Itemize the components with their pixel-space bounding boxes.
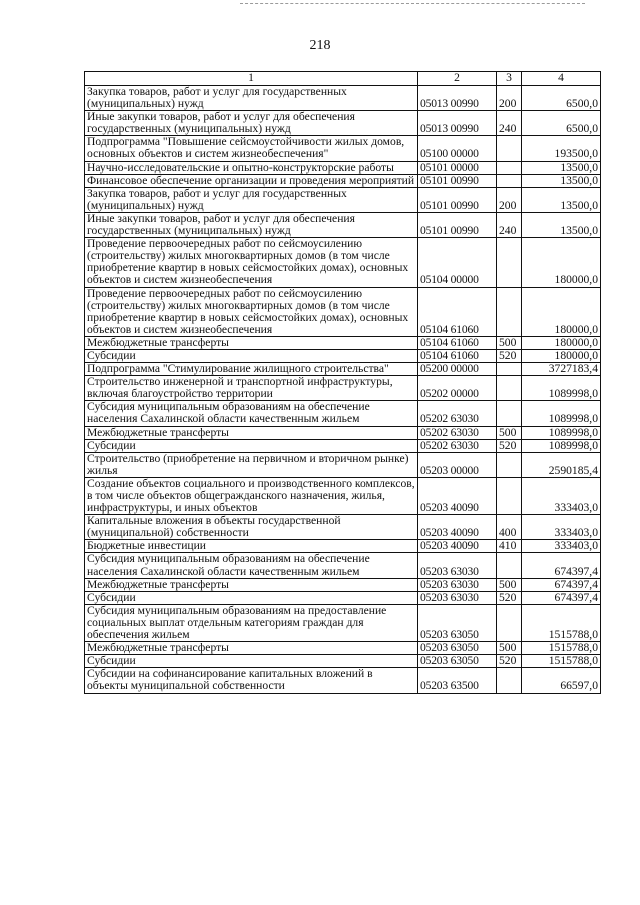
table-row bbox=[85, 349, 601, 362]
row-type bbox=[497, 452, 522, 477]
row-amount: 333403,0 bbox=[522, 540, 601, 553]
table-row bbox=[85, 642, 601, 655]
table-row bbox=[85, 604, 601, 641]
row-code: 05104 61060 bbox=[418, 349, 497, 362]
table-row bbox=[85, 363, 601, 376]
row-code: 05203 63050 bbox=[418, 655, 497, 668]
table-row bbox=[85, 439, 601, 452]
row-name: Капитальные вложения в объекты государственной (муниципальной) собственности bbox=[85, 515, 418, 540]
table-row bbox=[85, 111, 601, 136]
row-name: Научно-исследовательские и опытно-конструкторские работы bbox=[85, 161, 418, 174]
row-type bbox=[497, 287, 522, 336]
row-name: Финансовое обеспечение организации и проведения мероприятий bbox=[85, 174, 418, 187]
row-amount: 180000,0 bbox=[522, 336, 601, 349]
row-name: Подпрограмма "Стимулирование жилищного строительства" bbox=[85, 363, 418, 376]
table-row bbox=[85, 287, 601, 336]
row-code: 05100 00000 bbox=[418, 136, 497, 161]
row-code: 05202 63030 bbox=[418, 426, 497, 439]
row-amount: 66597,0 bbox=[522, 668, 601, 693]
row-amount: 333403,0 bbox=[522, 515, 601, 540]
row-amount: 1089998,0 bbox=[522, 439, 601, 452]
row-type: 520 bbox=[497, 439, 522, 452]
row-code: 05203 63050 bbox=[418, 604, 497, 641]
table-header-row bbox=[85, 72, 601, 86]
row-type bbox=[497, 477, 522, 514]
row-type: 520 bbox=[497, 591, 522, 604]
budget-table bbox=[84, 71, 601, 694]
row-code: 05101 00000 bbox=[418, 161, 497, 174]
row-code: 05104 00000 bbox=[418, 238, 497, 287]
row-code: 05013 00990 bbox=[418, 111, 497, 136]
row-amount: 674397,4 bbox=[522, 553, 601, 578]
row-code: 05203 63030 bbox=[418, 591, 497, 604]
row-name: Субсидия муниципальным образованиям на обеспечение населения Сахалинской области качественным жильем bbox=[85, 553, 418, 578]
row-type bbox=[497, 174, 522, 187]
row-code: 05104 61060 bbox=[418, 287, 497, 336]
row-code: 05104 61060 bbox=[418, 336, 497, 349]
table-body bbox=[85, 86, 601, 694]
table-row bbox=[85, 578, 601, 591]
table-row bbox=[85, 336, 601, 349]
top-scan-rule bbox=[240, 3, 585, 4]
row-name: Субсидии bbox=[85, 439, 418, 452]
row-type: 520 bbox=[497, 655, 522, 668]
row-code: 05203 63050 bbox=[418, 642, 497, 655]
table-row bbox=[85, 376, 601, 401]
row-name: Межбюджетные трансферты bbox=[85, 578, 418, 591]
row-type bbox=[497, 553, 522, 578]
row-amount: 1515788,0 bbox=[522, 604, 601, 641]
row-amount: 674397,4 bbox=[522, 591, 601, 604]
table-row bbox=[85, 401, 601, 426]
table-row bbox=[85, 553, 601, 578]
row-type bbox=[497, 668, 522, 693]
row-amount: 333403,0 bbox=[522, 477, 601, 514]
row-amount: 6500,0 bbox=[522, 111, 601, 136]
row-code: 05203 63500 bbox=[418, 668, 497, 693]
row-name: Строительство (приобретение на первичном и вторичном рынке) жилья bbox=[85, 452, 418, 477]
table-row bbox=[85, 136, 601, 161]
row-name: Проведение первоочередных работ по сейсмоусилению (строительству) жилых многоквартирных домов (в том числе приобретение квартир в новых сейсмостойких домах), основных объектов и систем жизнеобеспечения bbox=[85, 287, 418, 336]
table-row bbox=[85, 591, 601, 604]
row-code: 05202 63030 bbox=[418, 439, 497, 452]
row-type: 200 bbox=[497, 187, 522, 212]
row-amount: 2590185,4 bbox=[522, 452, 601, 477]
row-type: 500 bbox=[497, 426, 522, 439]
row-type: 500 bbox=[497, 578, 522, 591]
table-row bbox=[85, 212, 601, 237]
row-code: 05203 40090 bbox=[418, 515, 497, 540]
row-code: 05203 00000 bbox=[418, 452, 497, 477]
row-type: 240 bbox=[497, 111, 522, 136]
row-amount: 3727183,4 bbox=[522, 363, 601, 376]
row-amount: 13500,0 bbox=[522, 212, 601, 237]
row-name: Межбюджетные трансферты bbox=[85, 336, 418, 349]
row-type: 500 bbox=[497, 336, 522, 349]
row-name: Субсидии bbox=[85, 349, 418, 362]
table-row bbox=[85, 477, 601, 514]
row-name: Межбюджетные трансферты bbox=[85, 426, 418, 439]
row-amount: 180000,0 bbox=[522, 287, 601, 336]
row-amount: 1089998,0 bbox=[522, 401, 601, 426]
row-code: 05101 00990 bbox=[418, 212, 497, 237]
row-type: 410 bbox=[497, 540, 522, 553]
row-name: Субсидии bbox=[85, 591, 418, 604]
row-name: Закупка товаров, работ и услуг для государственных (муниципальных) нужд bbox=[85, 187, 418, 212]
row-name: Проведение первоочередных работ по сейсмоусилению (строительству) жилых многоквартирных домов (в том числе приобретение квартир в новых сейсмостойких домах), основных объектов и систем жизнеобеспечения bbox=[85, 238, 418, 287]
row-type bbox=[497, 136, 522, 161]
header-col-4: 4 bbox=[522, 72, 601, 86]
row-type bbox=[497, 161, 522, 174]
row-code: 05203 40090 bbox=[418, 540, 497, 553]
row-name: Бюджетные инвестиции bbox=[85, 540, 418, 553]
table-row bbox=[85, 174, 601, 187]
row-type bbox=[497, 363, 522, 376]
row-name: Субсидии bbox=[85, 655, 418, 668]
row-type bbox=[497, 238, 522, 287]
row-amount: 13500,0 bbox=[522, 174, 601, 187]
row-code: 05203 40090 bbox=[418, 477, 497, 514]
row-name: Межбюджетные трансферты bbox=[85, 642, 418, 655]
row-code: 05101 00990 bbox=[418, 187, 497, 212]
row-code: 05202 00000 bbox=[418, 376, 497, 401]
table-row bbox=[85, 238, 601, 287]
row-amount: 180000,0 bbox=[522, 349, 601, 362]
table-row bbox=[85, 187, 601, 212]
row-amount: 1089998,0 bbox=[522, 376, 601, 401]
row-name: Субсидия муниципальным образованиям на предоставление социальных выплат отдельным категориям граждан для обеспечения жильем bbox=[85, 604, 418, 641]
row-amount: 180000,0 bbox=[522, 238, 601, 287]
page-number: 218 bbox=[309, 38, 331, 53]
row-name: Создание объектов социального и производственного комплексов, в том числе объектов общегражданского назначения, жилья, инфраструктуры, и иных объектов bbox=[85, 477, 418, 514]
table-row bbox=[85, 515, 601, 540]
table-row bbox=[85, 86, 601, 111]
row-amount: 13500,0 bbox=[522, 161, 601, 174]
row-name: Иные закупки товаров, работ и услуг для обеспечения государственных (муниципальных) нужд bbox=[85, 212, 418, 237]
row-type bbox=[497, 376, 522, 401]
row-type: 520 bbox=[497, 349, 522, 362]
row-amount: 674397,4 bbox=[522, 578, 601, 591]
row-code: 05203 63030 bbox=[418, 553, 497, 578]
row-name: Субсидия муниципальным образованиям на обеспечение населения Сахалинской области качественным жильем bbox=[85, 401, 418, 426]
row-code: 05203 63030 bbox=[418, 578, 497, 591]
table-row bbox=[85, 668, 601, 693]
row-name: Строительство инженерной и транспортной инфраструктуры, включая благоустройство территории bbox=[85, 376, 418, 401]
header-col-1: 1 bbox=[85, 72, 418, 86]
header-col-2: 2 bbox=[418, 72, 497, 86]
table-row bbox=[85, 540, 601, 553]
row-amount: 193500,0 bbox=[522, 136, 601, 161]
row-name: Подпрограмма "Повышение сейсмоустойчивости жилых домов, основных объектов и систем жизнеобеспечения" bbox=[85, 136, 418, 161]
row-amount: 1089998,0 bbox=[522, 426, 601, 439]
row-amount: 6500,0 bbox=[522, 86, 601, 111]
row-type: 200 bbox=[497, 86, 522, 111]
table-row bbox=[85, 426, 601, 439]
row-type bbox=[497, 401, 522, 426]
row-type bbox=[497, 604, 522, 641]
table-row bbox=[85, 161, 601, 174]
row-amount: 1515788,0 bbox=[522, 655, 601, 668]
row-code: 05101 00990 bbox=[418, 174, 497, 187]
row-amount: 1515788,0 bbox=[522, 642, 601, 655]
row-name: Закупка товаров, работ и услуг для государственных (муниципальных) нужд bbox=[85, 86, 418, 111]
row-code: 05200 00000 bbox=[418, 363, 497, 376]
row-name: Субсидии на софинансирование капитальных вложений в объекты муниципальной собственности bbox=[85, 668, 418, 693]
header-col-3: 3 bbox=[497, 72, 522, 86]
row-type: 500 bbox=[497, 642, 522, 655]
row-type: 240 bbox=[497, 212, 522, 237]
row-code: 05013 00990 bbox=[418, 86, 497, 111]
row-code: 05202 63030 bbox=[418, 401, 497, 426]
row-amount: 13500,0 bbox=[522, 187, 601, 212]
table-row bbox=[85, 655, 601, 668]
row-name: Иные закупки товаров, работ и услуг для обеспечения государственных (муниципальных) нужд bbox=[85, 111, 418, 136]
row-type: 400 bbox=[497, 515, 522, 540]
table-row bbox=[85, 452, 601, 477]
